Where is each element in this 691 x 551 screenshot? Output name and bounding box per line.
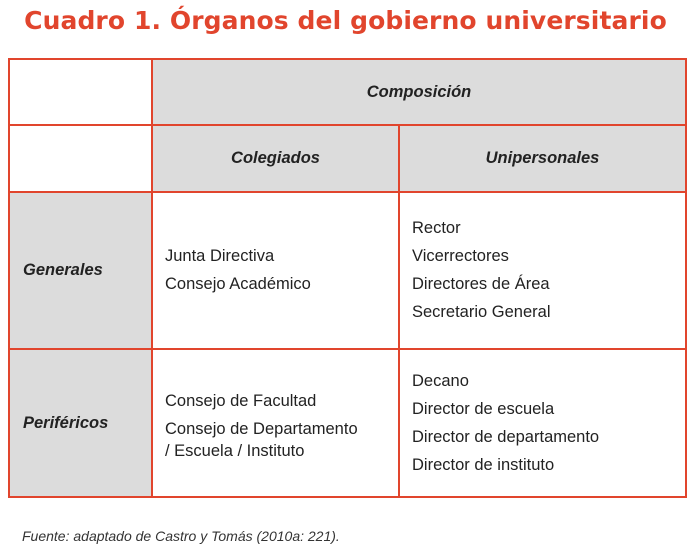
composition-header: Composición: [152, 59, 686, 125]
list-item: Director de escuela: [412, 399, 555, 418]
generales-unipersonales-cell: [399, 192, 686, 350]
generales-colegiados-cell: [152, 192, 399, 350]
row-label-generales: Generales: [9, 192, 152, 350]
list-item: Vicerrectores: [412, 246, 509, 265]
unipersonales-header: Unipersonales: [399, 125, 686, 191]
perifericos-unipersonales-cell: [399, 349, 686, 497]
list-item: Director de instituto: [412, 455, 555, 474]
table-row: [9, 192, 686, 350]
perifericos-colegiados-cell: [152, 349, 399, 497]
empty-corner-cell-2: [9, 125, 152, 191]
list-item: Directores de Área: [412, 274, 550, 293]
list-item: Decano: [412, 371, 469, 390]
header-row-columns: [9, 125, 686, 191]
source-note: Fuente: adaptado de Castro y Tomás (2010a: 221).: [22, 528, 340, 544]
list-item: Secretario General: [412, 302, 551, 321]
list-item: Junta Directiva: [165, 246, 275, 265]
row-label-perifericos: Periféricos: [9, 349, 152, 497]
colegiados-header: Colegiados: [152, 125, 399, 191]
page-title: Cuadro 1. Órganos del gobierno universitario: [24, 6, 667, 35]
empty-corner-cell: [9, 59, 152, 125]
list-item: Consejo Académico: [165, 274, 311, 293]
list-item: Consejo de Facultad: [165, 392, 317, 411]
list-item: Director de departamento: [412, 427, 600, 446]
list-item: / Escuela / Instituto: [165, 442, 305, 461]
table-row: [9, 349, 686, 497]
list-item: Rector: [412, 218, 461, 237]
government-table: [8, 58, 687, 498]
header-row-composition: [9, 59, 686, 125]
list-item: Consejo de Departamento: [165, 420, 358, 439]
